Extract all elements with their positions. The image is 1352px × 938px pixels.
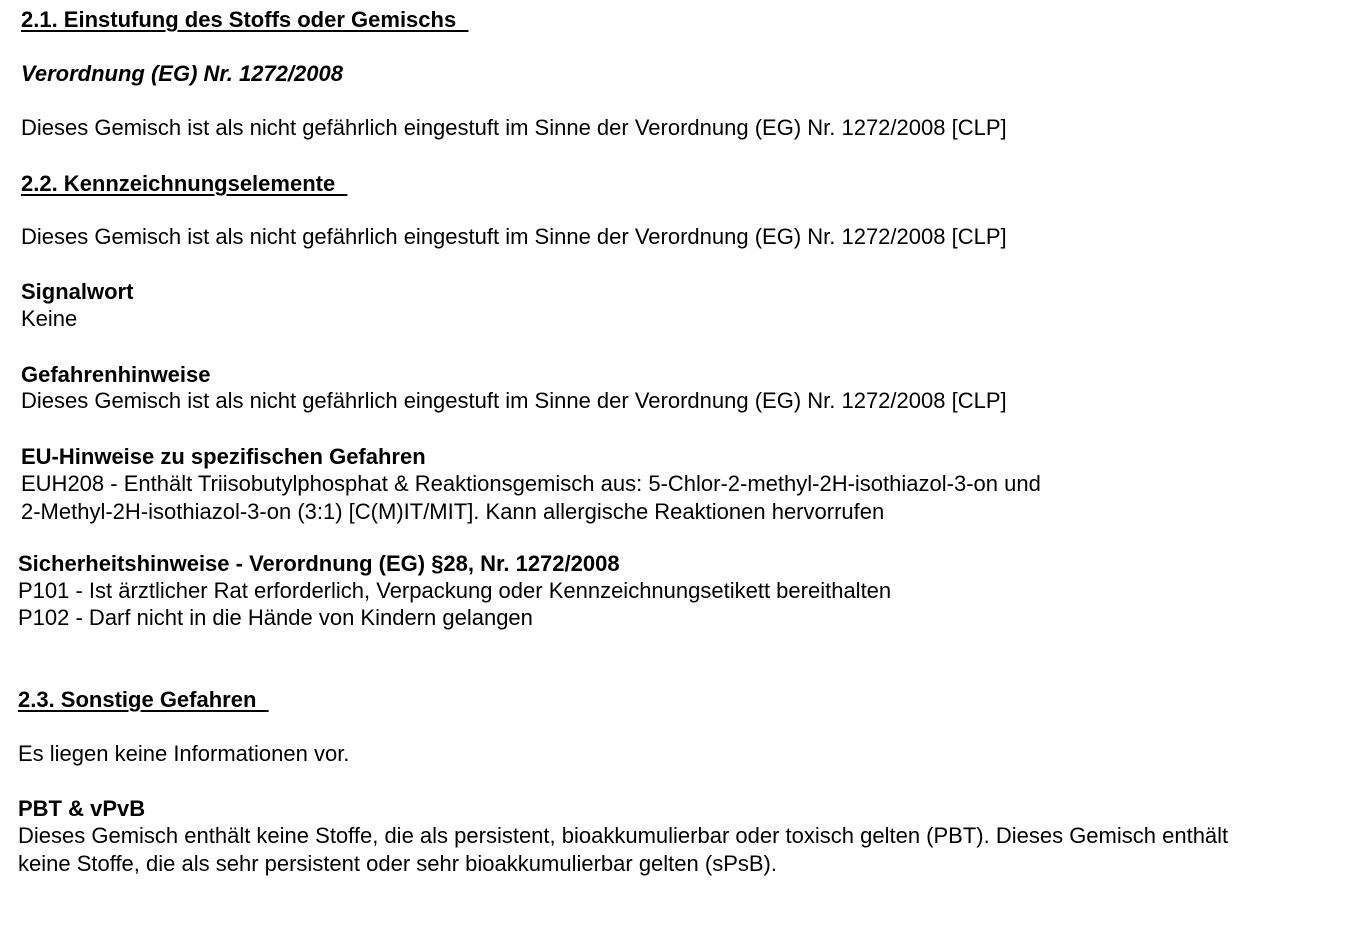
precautionary-statement: P102 - Darf nicht in die Hände von Kindern gelangen <box>18 605 533 630</box>
precautionary-statement: P101 - Ist ärztlicher Rat erforderlich, Verpackung oder Kennzeichnungsetikett bereithalten <box>18 578 892 603</box>
labelling-text: Dieses Gemisch ist als nicht gefährlich eingestuft im Sinne der Verordnung (EG) Nr. 1272/2008 [CLP] <box>21 224 1007 249</box>
pbt-line-2: keine Stoffe, die als sehr persistent oder sehr bioakkumulierbar gelten (sPsB). <box>18 851 777 876</box>
signal-word-heading: Signalwort <box>21 279 134 304</box>
classification-text: Dieses Gemisch ist als nicht gefährlich eingestuft im Sinne der Verordnung (EG) Nr. 1272/2008 [CLP] <box>21 115 1007 140</box>
regulation-heading: Verordnung (EG) Nr. 1272/2008 <box>21 61 343 86</box>
pbt-heading: PBT & vPvB <box>18 796 146 821</box>
hazard-statements-heading: Gefahrenhinweise <box>21 362 211 387</box>
eu-hazards-line-2: 2-Methyl-2H-isothiazol-3-on (3:1) [C(M)IT/MIT]. Kann allergische Reaktionen hervorrufen <box>21 499 885 524</box>
precautionary-heading: Sicherheitshinweise - Verordnung (EG) §28, Nr. 1272/2008 <box>18 551 620 576</box>
signal-word-value: Keine <box>21 306 78 331</box>
pbt-line-1: Dieses Gemisch enthält keine Stoffe, die als persistent, bioakkumulierbar oder toxisch gelten (PBT). Dieses Gemisch enthält <box>18 823 1229 848</box>
section-2-2-heading: 2.2. Kennzeichnungselemente <box>21 171 348 196</box>
section-2-3-heading: 2.3. Sonstige Gefahren <box>18 687 269 712</box>
other-hazards-text: Es liegen keine Informationen vor. <box>18 741 350 766</box>
eu-hazards-line-1: EUH208 - Enthält Triisobutylphosphat & Reaktionsgemisch aus: 5-Chlor-2-methyl-2H-isothiazol-3-on und <box>21 471 1041 496</box>
eu-hazards-heading: EU-Hinweise zu spezifischen Gefahren <box>21 444 426 469</box>
hazard-statements-text: Dieses Gemisch ist als nicht gefährlich eingestuft im Sinne der Verordnung (EG) Nr. 1272/2008 [CLP] <box>21 388 1007 413</box>
section-2-1-heading: 2.1. Einstufung des Stoffs oder Gemischs <box>21 7 469 32</box>
